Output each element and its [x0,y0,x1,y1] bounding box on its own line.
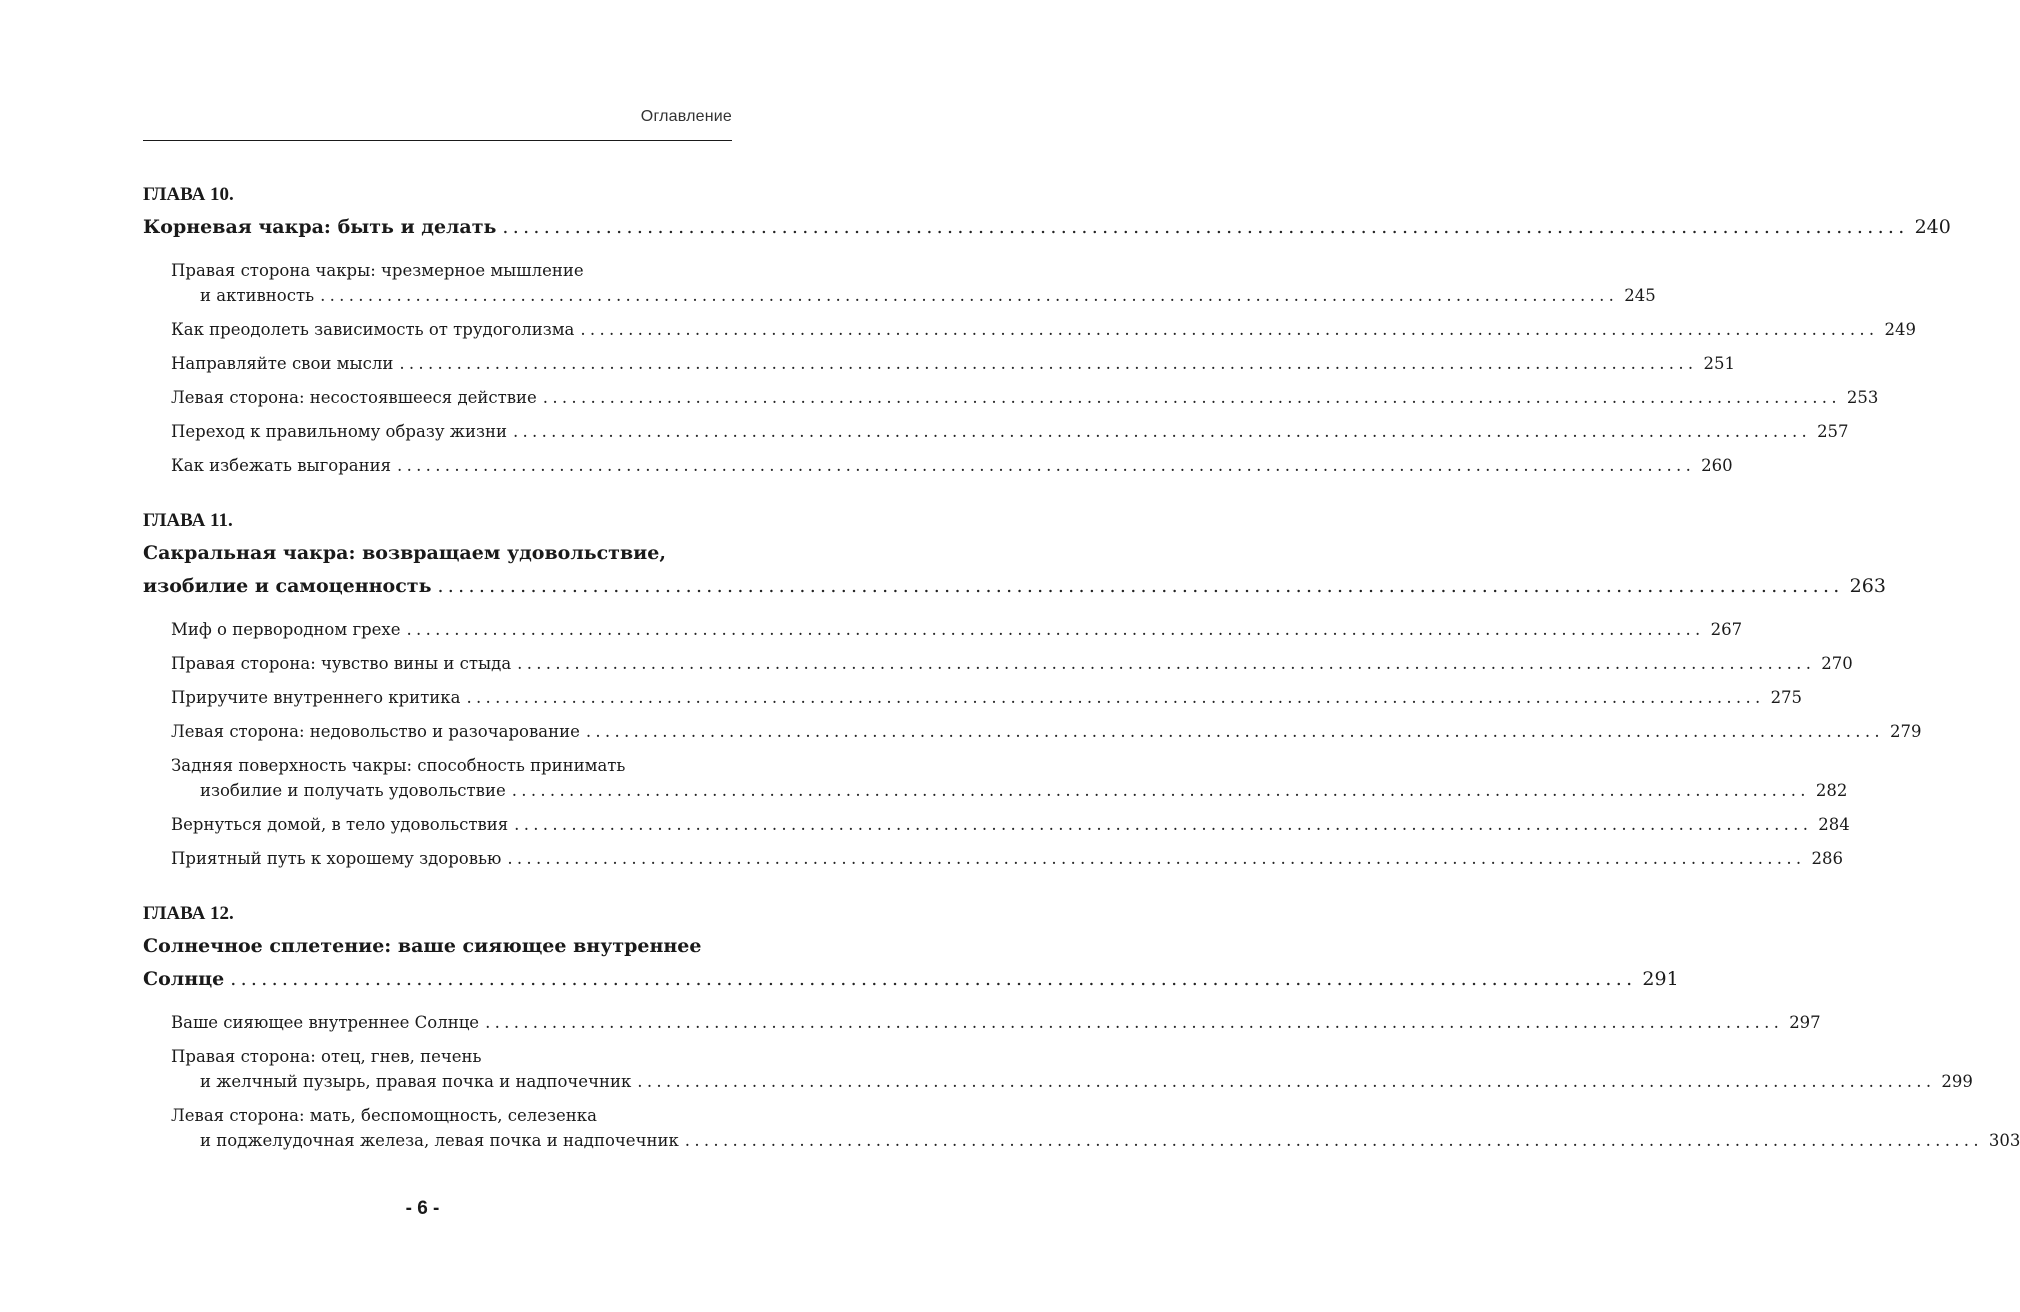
page-ref: 267 [1710,620,1743,639]
toc-entry [171,685,1803,710]
dot-leader [580,320,1878,339]
chapter-label: ГЛАВА 12. [143,903,234,924]
page-ref: 270 [1821,654,1853,673]
page-ref: 291 [1642,968,1679,990]
page-ref: 286 [1811,849,1843,868]
page-ref: 260 [1701,456,1733,475]
dot-leader [543,388,1841,407]
entry-line: Правая сторона: чувство вины и стыда [171,654,512,673]
entry-line: изобилие и самоценность [143,575,432,597]
page-ref: 251 [1703,354,1735,373]
page-ref: 263 [1849,575,1886,597]
entry-line: Правая сторона: отец, гнев, печень [171,1047,482,1066]
entry-line: Вернуться домой, в тело удовольствия [171,815,509,834]
chapter-title [143,537,1886,603]
toc-entry [171,651,1853,676]
entry-leader-row [143,963,1679,996]
toc-entry [171,719,1922,744]
page-ref: 303 [1988,1131,2020,1150]
page-ref: 257 [1817,422,1849,441]
page-ref: 253 [1846,388,1879,407]
dot-leader [399,354,1697,373]
entry-line: и активность [200,286,315,305]
chapter-section [143,897,2020,1153]
toc-entry [171,846,1843,871]
entry-line: Приятный путь к хорошему здоровью [171,849,502,868]
entry-leader-row [171,778,1848,803]
page-ref: 297 [1789,1013,1821,1032]
entry-list [143,258,1916,478]
toc-entry [171,453,1733,478]
toc-entry [171,753,1848,803]
dot-leader [512,781,1810,800]
entry-line: Как преодолеть зависимость от трудоголизма [171,320,575,339]
toc-entry [171,1044,1973,1094]
entry-leader-row [171,719,1922,744]
entry-leader-row [171,846,1843,871]
entry-line: и желчный пузырь, правая почка и надпочечник [200,1072,632,1091]
toc-entry [171,812,1850,837]
entry-leader-row [171,1010,1821,1035]
page-ref: 275 [1770,688,1803,707]
page-ref: 245 [1624,286,1656,305]
chapter-section [143,178,1951,478]
entry-line: изобилие и получать удовольствие [200,781,506,800]
dot-leader [437,575,1843,597]
dot-leader [502,216,1908,238]
entry-leader-row [171,1128,2020,1153]
page-number: - 6 - [405,1198,440,1219]
dot-leader [397,456,1695,475]
entry-leader-row [171,317,1916,342]
dot-leader [230,968,1636,990]
entry-line: Правая сторона чакры: чрезмерное мышление [171,261,584,280]
dot-leader [517,654,1815,673]
entry-leader-row [143,211,1951,244]
entry-leader-row [171,453,1733,478]
dot-leader [637,1072,1935,1091]
entry-line: Ваше сияющее внутреннее Солнце [171,1013,480,1032]
entry-line: Солнечное сплетение: ваше сияющее внутреннее [143,935,702,957]
chapter-label: ГЛАВА 10. [143,184,234,205]
entry-line: Задняя поверхность чакры: способность принимать [171,756,626,775]
dot-leader [685,1131,1983,1150]
entry-line: Левая сторона: недовольство и разочарование [171,722,580,741]
entry-leader-row [171,812,1850,837]
entry-line: Как избежать выгорания [171,456,392,475]
entry-leader-row [171,651,1853,676]
entry-leader-row [171,283,1656,308]
entry-leader-row [171,685,1803,710]
chapter-label: ГЛАВА 11. [143,510,233,531]
toc-entry [171,385,1879,410]
entry-leader-row [171,1069,1973,1094]
dot-leader [320,286,1618,305]
toc-entry [171,1103,2020,1153]
entry-line: Солнце [143,968,225,990]
table-of-contents [143,178,2020,1179]
entry-line: Приручите внутреннего критика [171,688,461,707]
page-ref: 279 [1889,722,1922,741]
dot-leader [507,849,1805,868]
page-ref: 282 [1815,781,1848,800]
entry-leader-row [171,617,1743,642]
entry-line: и поджелудочная железа, левая почка и надпочечник [200,1131,679,1150]
page-ref: 240 [1914,216,1951,238]
running-header [143,108,732,141]
entry-leader-row [143,570,1886,603]
entry-leader-row [171,351,1735,376]
entry-leader-row [171,419,1849,444]
page-ref: 249 [1884,320,1916,339]
entry-line: Миф о первородном грехе [171,620,401,639]
toc-entry [171,1010,1821,1035]
entry-line: Направляйте свои мысли [171,354,394,373]
chapter-section [143,504,1922,871]
entry-list [143,617,1922,871]
entry-leader-row [171,385,1879,410]
dot-leader [513,422,1811,441]
chapter-title [143,211,1951,244]
entry-line: Переход к правильному образу жизни [171,422,507,441]
entry-line: Левая сторона: несостоявшееся действие [171,388,537,407]
page-ref: 299 [1941,1072,1973,1091]
entry-line: Корневая чакра: быть и делать [143,216,497,238]
dot-leader [466,688,1764,707]
dot-leader [407,620,1705,639]
dot-leader [514,815,1812,834]
toc-entry [171,617,1743,642]
entry-line: Левая сторона: мать, беспомощность, селезенка [171,1106,597,1125]
section-title: Оглавление [640,108,732,125]
toc-entry [171,258,1656,308]
toc-entry [171,351,1735,376]
dot-leader [485,1013,1783,1032]
entry-list [143,1010,2020,1153]
toc-entry [171,419,1849,444]
page-ref: 284 [1818,815,1850,834]
chapter-title [143,930,1679,996]
dot-leader [586,722,1884,741]
toc-entry [171,317,1916,342]
entry-line: Сакральная чакра: возвращаем удовольствие, [143,542,666,564]
